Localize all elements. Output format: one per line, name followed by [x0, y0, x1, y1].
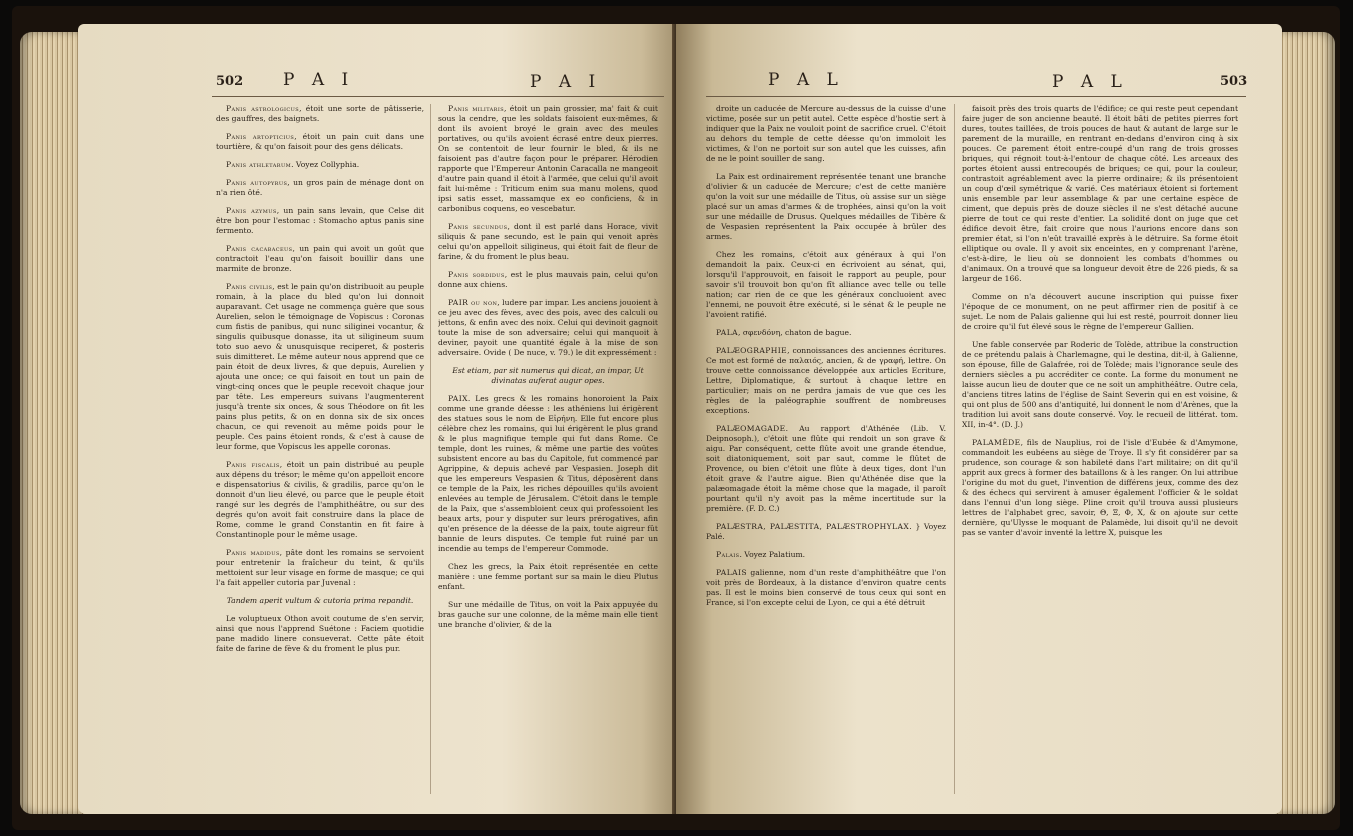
right-page [676, 24, 1282, 814]
right-column-divider [954, 104, 955, 794]
article-text: Tandem aperit vultum & cutoria prima repandit. [226, 596, 414, 605]
article-text: , dont il est parlé dans Horace, vivit siliquis & pane secundo, est le pain qui venoit après celui qu'on appelloit siligineus, qui étoit fait de fleur de farine, & du froment le plus beau. [438, 222, 658, 261]
article-paragraph [706, 550, 946, 560]
left-page-number: 502 [216, 74, 244, 89]
right-page-number: 503 [1220, 74, 1248, 89]
article-headword: PALAMÈDE [972, 438, 1021, 447]
article-paragraph [438, 104, 658, 214]
article-headword: Panis azymus [226, 206, 277, 215]
article-headword: Panis astrologicus [226, 104, 300, 113]
article-paragraph [216, 206, 424, 236]
article-headword: Panis militaris [448, 104, 505, 113]
article-text: droite un caducée de Mercure au-dessus de la cuisse d'une victime, posée sur un petit autel. Cette espèce d'hostie sert à indiquer que la Paix ne vouloit point de sacrifice cruel. C'étoit au dehors du temple de cette déesse qu'on immoloit les victimes, & l'on ne portoit sur son autel que les cuisses, afin de ne le point souiller de sang. [706, 104, 946, 163]
article-headword: PALÆOGRAPHIE [716, 346, 788, 355]
left-headword-b: P A I [530, 72, 602, 92]
article-text: faisoit près des trois quarts de l'édifice; ce qui reste peut cependant faire juger de son ancienne beauté. Il étoit bâti de petites pierres fort dures, toutes taillées, de trois pouces de haut & autant de large sur le parement de la muraille, en rentrant en-dedans d'environ cinq à six pouces. Ce parement étoit entre-coupé d'un rang de trois grosses briques, qui régnoit tout-à-l'entour de chaque côté. Les arceaux des portes étoient aussi entrecoupés de briques; ce qui, pour la couleur, contrastoit agréablement avec la pierre ordinaire; & ils présentoient un coup d'œil symétrique & varié. Ces matériaux étoient si fortement unis ensemble par leur assemblage & par une certaine espèce de ciment, que depuis près de douze siècles il ne s'est détaché aucune pierre de tout ce qui reste d'entier. La solidité dont on juge que cet édifice devoit être, fait croire que nous l'aurions encore dans son premier état, si l'on n'eût travaillé exprès à le détruire. Sa forme étoit elliptique ou ovale. Il y avoit six enceintes, en y comprenant l'arène, c'est-à-dire, le lieu où se donnoient les combats d'hommes ou d'animaux. On a trouvé que sa longueur devoit être de 226 pieds, & sa largeur de 166. [962, 104, 1238, 283]
article-text: , est le pain qu'on distribuoit au peuple romain, à la place du bled qu'on lui donnoit auparavant. Cet usage ne commença guère que sous Aurelien, selon le témoignage de Vopiscus : Coronas cum fistis de panibus, qui nunc siliginei vocantur, & singulis quibusque donasse, ita ut siligineum suum toto suo aevo & unusquisque reciperet, & posteris suis dimitteret. Le même auteur nous apprend que ce pain étoit de deux livres, & que depuis, Aurelien y ajouta une once; ce qui faisoit en tout un pain de vingt-cinq onces que le peuple recevoit chaque jour par tête. Les empereurs suivans l'augmenterent jusqu'à trente six onces, & sous Théodore on fit les pains plus petits, & on en donna six de six onces chacun, ce qui revenoit au même poids pour le peuple. Ces pains étoient ronds, & c'est à cause de leur forme, que Vopiscus les appelle coronas. [216, 282, 424, 451]
article-headword: Panis fiscalis [226, 460, 280, 469]
article-text: , fils de Nauplius, roi de l'isle d'Eubée & d'Amymone, commandoit les eubéens au siège de Troye. Il s'y fit considérer par sa prudence, son courage & son habileté dans l'art militaire; on dit qu'il apprit aux grecs à former des bataillons & à les ranger. On lui attribue l'origine du mot du guet, l'invention de différens jeux, comme des dez & des échecs qui servirent à amuser également l'officier & le soldat dans l'ennui d'un long siège. Pline croit qu'il trouva aussi plusieurs lettres de l'alphabet grec, savoir, Θ, Ξ, Φ, Χ, & on ajoute sur cette dernière, qu'Ulysse le moquant de Palamède, lui disoit qu'il ne devoit pas se vanter d'avoir inventé la lettre Χ, puisque les [962, 438, 1238, 537]
article-paragraph [438, 270, 658, 290]
article-paragraph [216, 104, 424, 124]
article-text: galienne, nom d'un reste d'amphithéâtre que l'on voit près de Bordeaux, à la distance d'environ quatre cents pas. Il est le moins bien conservé de tous ceux qui sont en France, si l'on excepte celui de Lyon, ce qui a été détruit [706, 568, 946, 607]
article-text: , étoit une sorte de pâtisserie, des gauffres, des baignets. [216, 104, 424, 123]
article-paragraph [706, 328, 946, 338]
article-text: , étoit un pain cuit dans une tourtière, & qu'on faisoit pour des gens délicats. [216, 132, 424, 151]
article-paragraph [216, 596, 424, 606]
article-headword: Panis athletarum [226, 160, 292, 169]
article-text: } Voyez Palé. [706, 522, 946, 541]
article-headword: Panis sordidus [448, 270, 505, 279]
article-text: , un gros pain de ménage dont on n'a rien ôté. [216, 178, 424, 197]
article-text: . Voyez Palatium. [739, 550, 806, 559]
article-headword: Panis artopticius [226, 132, 295, 141]
article-paragraph [706, 104, 946, 164]
left-page [78, 24, 684, 814]
article-text: , connoissances des anciennes écritures. Ce mot est formé de παλαιός, ancien, & de γραφή, lettre. On trouve cette connoissance développée aux articles Ecriture, Lettre, Diplomatique, & surtout à chaque lettre en particulier; mais on ne perdra jamais de vue que ces les règles de la paléographie souffrent de nombreuses exceptions. [706, 346, 946, 415]
right-column-2 [962, 104, 1238, 546]
article-paragraph [438, 222, 658, 262]
left-running-head [78, 70, 684, 94]
right-headword-a: P A L [768, 70, 844, 90]
right-header-rule [706, 96, 1246, 97]
article-text: , étoit un pain grossier, ma' fait & cuit sous la cendre, que les soldats faisoient eux-mêmes, & dont ils avoient broyé le grain avec des meules portatives, ou qu'ils avoient écrasé entre deux pierres. On se contentoit de leur fournir le bled, & ils ne faisoient pas d'autre façon pour le préparer. Hérodien rapporte que l'Empereur Antonin Caracalla ne mangeoit d'autre pain quand il étoit à l'armée, que celui qu'il avoit fait lui-même : Triticum enim sua manu molens, quod ipsi satis esset, massamque ex eo conficiens, & in carbonibus coquens, eo vescebatur. [438, 104, 658, 213]
article-paragraph [216, 282, 424, 452]
article-text: , étoit un pain distribué au peuple aux dépens du trésor; le même qu'on appelloit encore e dispensatorius & civilis, & gradilis, parce qu'on le donnoit d'un lieu élevé, ou parce que le peuple étoit rangé sur les degrés de l'amphithéâtre, ou sur des degrés qu'on avoit fait construire dans la place de Rome, comme le grand Constantin en fit faire à Constantinople pour le même usage. [216, 460, 424, 539]
article-text: , un pain qui avoit un goût que contractoit l'eau qu'on faisoit bouillir dans une marmite de bronze. [216, 244, 424, 273]
article-paragraph [216, 244, 424, 274]
left-column-1 [216, 104, 424, 662]
article-text: Le voluptueux Othon avoit coutume de s'en servir, ainsi que nous l'apprend Suétone : Faciem quotidie pane madido linere consueverat. Cette pâte étoit faite de farine de fève & du froment le plus pur. [216, 614, 424, 653]
article-headword: Palais [716, 550, 740, 559]
article-text: Est etiam, par sit numerus qui dicat, an impar, Ut divinatas auferat augur opes. [452, 366, 644, 385]
article-paragraph [706, 172, 946, 242]
left-headword-a: P A I [283, 70, 355, 90]
article-paragraph [706, 424, 946, 514]
article-text: , ludere par impar. Les anciens jouoient à ce jeu avec des fèves, avec des pois, avec des calculi ou jettons, & enfin avec des noix. Celui qui devinoit gagnoit toute la mise de son adversaire; celui qui manquoit à deviner, payoit une quantité égale à la mise de son adversaire. Ovide ( De nuce, v. 79.) le dit expressément : [438, 298, 658, 357]
left-header-rule [212, 96, 664, 97]
article-headword: Panis civilis [226, 282, 273, 291]
article-paragraph [706, 346, 946, 416]
article-paragraph [706, 522, 946, 542]
article-paragraph [706, 250, 946, 320]
article-text: , σφενδόνη, chaton de bague. [738, 328, 852, 337]
article-paragraph [438, 366, 658, 386]
article-headword: PAIX [448, 394, 468, 403]
article-headword: PALÆSTRA, PALÆSTITA, PALÆSTROPHYLAX. [716, 522, 913, 531]
article-paragraph [438, 562, 658, 592]
article-headword: Panis secundus [448, 222, 508, 231]
left-column-2 [438, 104, 658, 638]
article-headword: PAIR ou non [448, 298, 498, 307]
article-headword: Panis madidus [226, 548, 280, 557]
article-paragraph [216, 132, 424, 152]
article-paragraph [216, 460, 424, 540]
article-headword: PALA [716, 328, 739, 337]
article-text: Chez les grecs, la Paix étoit représentée en cette manière : une femme portant sur sa main le dieu Plutus enfant. [438, 562, 658, 591]
article-paragraph [216, 548, 424, 588]
right-column-1 [706, 104, 946, 616]
left-column-divider [430, 104, 431, 794]
article-text: . Au rapport d'Athénée (Lib. V. Deipnosoph.), c'étoit une flûte qui rendoit un son grave & aigu. Par conséquent, cette flûte avoit une grande étendue, soit diatoniquement, soit par saut, comme le flûtet de Provence, ou bien c'étoit une flûte à deux tiges, dont l'un étoit grave & l'autre aigue. Bien qu'Athénée dise que la palæomagade étoit la même chose que la magade, il paroît pourtant qu'il n'y avoit pas la même incertitude sur la première. (F. D. C.) [706, 424, 946, 513]
article-headword: PALAIS [716, 568, 748, 577]
article-paragraph [962, 292, 1238, 332]
right-running-head [676, 70, 1282, 94]
article-text: Chez les romains, c'étoit aux généraux à qui l'on demandoit la paix. Ceux-ci en écrivoient au sénat, qui, lorsqu'il l'approuvoit, en faisoit le rapport au peuple, pour savoir s'il trouvoit bon qu'on fît alliance avec telle ou telle nation; car rien de ce que les généraux concluoient avec l'ennemi, ne pouvoit être exécuté, si le sénat & le peuple ne l'avoient ratifié. [706, 250, 946, 319]
article-text: , un pain sans levain, que Celse dit être bon pour l'estomac : Stomacho aptus panis sine fermento. [216, 206, 424, 235]
right-headword-b: P A L [1052, 72, 1128, 92]
article-text: , pâte dont les romains se servoient pour entretenir la fraîcheur du teint, & qu'ils mettoient sur leur visage en forme de masque; ce qui l'a fait appeller cutoria par Juvenal : [216, 548, 424, 587]
article-headword: PALÆOMAGADE [716, 424, 786, 433]
article-paragraph [216, 614, 424, 654]
article-text: La Paix est ordinairement représentée tenant une branche d'olivier & un caducée de Mercure; c'est de cette manière qu'on la voit sur une médaille de Titus, où assise sur un siège placé sur un amas d'armes & de trophées, ainsi qu'on la voit sur une médaille de Drusus. Quelques médailles de Tibère & de Vespasien représentent la Paix occupée à brûler des armes. [706, 172, 946, 241]
article-text: . Voyez Collyphia. [291, 160, 360, 169]
article-paragraph [706, 568, 946, 608]
article-text: Comme on n'a découvert aucune inscription qui puisse fixer l'époque de ce monument, on ne peut affirmer rien de positif à ce sujet. Le nom de Palais galienne qui lui est resté, pourroit donner lieu de croire qu'il fut élevé sous le règne de l'empereur Gallien. [962, 292, 1238, 331]
article-text: . Les grecs & les romains honoroient la Paix comme une grande déesse : les athéniens lui érigèrent des statues sous le nom de Εἰρήνη. Elle fut encore plus célèbre chez les romains, qui lui érigèrent le plus grand & le plus magnifique temple qui fut dans Rome. Ce temple, dont les ruines, & même une partie des voûtes subsistent encore au bas du Capitole, fut commencé par Agrippine, & depuis achevé par Vespasien. Joseph dit que les empereurs Vespasien & Titus, déposèrent dans ce temple de la Paix, les riches dépouilles qu'ils avoient enlevées au temple de Jérusalem. C'étoit dans le temple de la Paix, que s'assembloient ceux qui professoient les beaux arts, pour y disputer sur leurs prérogatives, afin qu'en présence de la déesse de la paix, toute aigreur fût bannie de leurs disputes. Ce temple fut ruiné par un incendie au temps de l'empereur Commode. [438, 394, 658, 553]
article-paragraph [438, 600, 658, 630]
article-paragraph [438, 394, 658, 554]
article-paragraph [438, 298, 658, 358]
article-headword: Panis autopyrus [226, 178, 288, 187]
article-paragraph [216, 160, 424, 170]
article-text: Sur une médaille de Titus, on voit la Paix appuyée du bras gauche sur une colonne, de la même main elle tient une branche d'olivier, & de la [438, 600, 658, 629]
article-paragraph [216, 178, 424, 198]
article-paragraph [962, 340, 1238, 430]
article-text: Une fable conservée par Roderic de Tolède, attribue la construction de ce prétendu palais à Charlemagne, qui le destina, dit-il, à Galienne, son épouse, fille de Galafrée, roi de Tolède; mais l'ignorance seule des derniers siècles a pu accréditer ce conte. La forme du monument ne laisse aucun lieu de douter que ce ne soit un amphithéâtre. Outre cela, d'anciens titres latins de l'église de Saint Severin qui en est voisine, & qui ont plus de 500 ans d'antiquité, lui donnent le nom d'Arènes, que la tradition lui avoit sans doute conservé. Voy. le recueil de littérat. tom. XII, in-4°. (D. J.) [962, 340, 1238, 429]
article-paragraph [962, 438, 1238, 538]
article-headword: Panis cacabaceus [226, 244, 293, 253]
article-text: , est le plus mauvais pain, celui qu'on donne aux chiens. [438, 270, 658, 289]
article-paragraph [962, 104, 1238, 284]
